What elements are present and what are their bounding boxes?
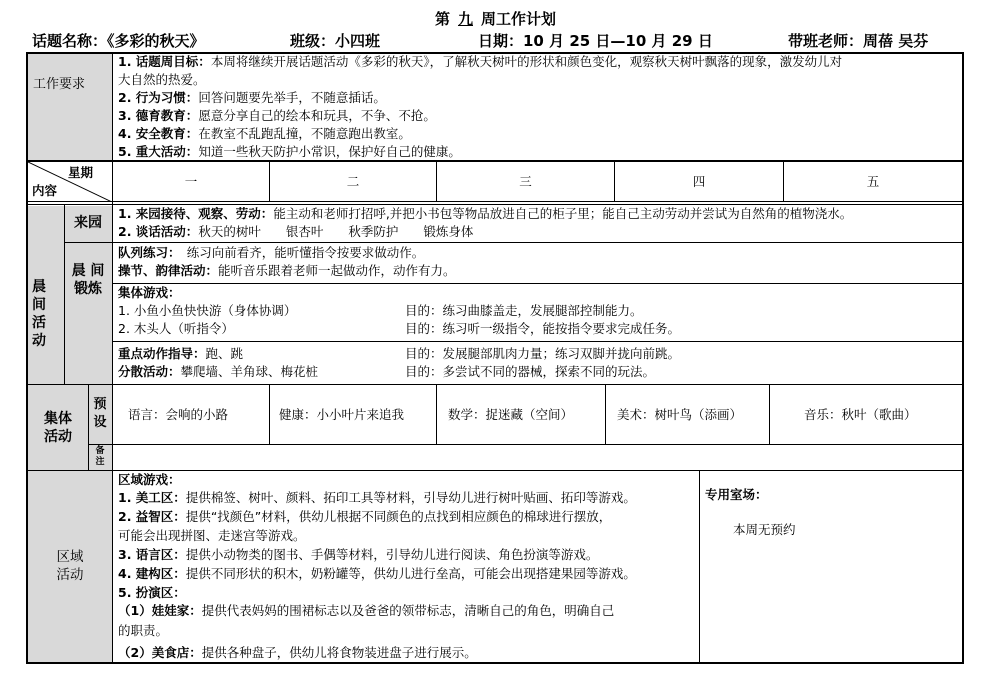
requirement-label: 4. 安全教育： xyxy=(118,126,199,141)
requirement-label: 2. 行为习惯： xyxy=(118,90,199,105)
rhythm-text: 能听音乐跟着老师一起做动作，动作有力。 xyxy=(218,263,456,278)
collective-item-2: 健康：小小叶片来追我 xyxy=(279,407,405,422)
requirement-line xyxy=(118,125,411,143)
arrival-1-text: 能主动和老师打招呼,并把小书包等物品放进自己的柜子里；能自己主动劳动并尝试为自然角的植物浇水。 xyxy=(273,206,853,221)
requirements-label-cell xyxy=(28,54,112,160)
requirement-text: 大自然的热爱。 xyxy=(118,72,206,87)
requirement-line xyxy=(118,71,206,89)
area-line-text: 可能会出现拼图、走迷宫等游戏。 xyxy=(118,528,306,543)
day-wednesday: 三 xyxy=(519,174,532,189)
split-activity-line xyxy=(118,363,318,381)
topic-name: 话题名称：《多彩的秋天》 xyxy=(32,32,205,50)
area-line-label: 3. 语言区： xyxy=(118,547,186,562)
arrival-line-2 xyxy=(118,223,473,241)
game-1-goal: 目的：练习曲膝盖走，发展腿部控制能力。 xyxy=(405,303,643,318)
area-line xyxy=(118,527,306,545)
area-line-text: 提供代表妈妈的围裙标志以及爸爸的领带标志，清晰自己的角色，明确自己 xyxy=(201,603,615,618)
split-activity-text: 攀爬墙、羊角球、梅花桩 xyxy=(180,364,319,379)
preset-label: 预 设 xyxy=(93,397,107,430)
key-action-goal: 目的：发展腿部肌肉力量；练习双脚并拢向前跳。 xyxy=(405,346,681,361)
requirement-label: 3. 德育教育： xyxy=(118,108,199,123)
area-line xyxy=(118,489,636,507)
area-line xyxy=(118,546,598,564)
collective-item-3: 数学：捉迷藏（空间） xyxy=(448,407,574,422)
day-tuesday: 二 xyxy=(346,174,360,189)
corner-weekday-label: 星期 xyxy=(68,165,94,180)
corner-content-label: 内容 xyxy=(32,183,58,198)
area-line-text: 提供“找颜色”材料，供幼儿根据不同颜色的点找到相应颜色的棉球进行摆放， xyxy=(185,509,612,524)
title-suffix: 周工作计划 xyxy=(481,10,557,28)
area-label: 区域 活动 xyxy=(56,549,84,583)
group-game-label: 集体游戏： xyxy=(118,285,181,300)
collective-label: 集体 活动 xyxy=(44,411,72,445)
requirement-line xyxy=(118,89,386,107)
game-2: 2. 木头人（听指令） xyxy=(118,321,234,336)
title-prefix: 第 xyxy=(434,10,450,28)
split-activity-label: 分散活动： xyxy=(118,364,181,379)
collective-item-4: 美术：树叶鸟（添画） xyxy=(617,407,743,422)
area-line xyxy=(118,565,636,583)
morning-label: 晨 间 活 动 xyxy=(32,279,46,349)
note-label: 备 注 xyxy=(95,446,105,467)
requirement-text: 本周将继续开展话题活动《多彩的秋天》，了解秋天树叶的形状和颜色变化，观察秋天树叶飘落的现象，激发幼儿对 xyxy=(210,54,843,69)
requirement-text: 在教室不乱跑乱撞，不随意跑出教室。 xyxy=(198,126,411,141)
requirement-line xyxy=(118,53,842,71)
area-line xyxy=(118,644,477,662)
day-thursday: 四 xyxy=(692,174,706,189)
area-line-text: 提供棉签、树叶、颜料、拓印工具等材料，引导幼儿进行树叶贴画、拓印等游戏。 xyxy=(185,490,636,505)
arrival-2-label: 2. 谈话活动： xyxy=(118,224,199,239)
area-line-label: （2）美食店： xyxy=(118,645,202,660)
area-line-text: 提供小动物类的图书、手偶等材料，引导幼儿进行阅读、角色扮演等游戏。 xyxy=(185,547,599,562)
arrival-1-label: 1. 来园接待、观察、劳动： xyxy=(118,206,274,221)
date-range: 日期：10 月 25 日—10 月 29 日 xyxy=(478,32,713,50)
split-activity-goal: 目的：多尝试不同的器械，探索不同的玩法。 xyxy=(405,364,656,379)
room-text: 本周无预约 xyxy=(733,522,796,537)
area-line-label: 1. 美工区： xyxy=(118,490,186,505)
requirement-text: 知道一些秋天防护小常识，保护好自己的健康。 xyxy=(198,144,461,159)
exercise-label: 晨 间 锻炼 xyxy=(71,263,105,297)
day-friday: 五 xyxy=(866,174,880,189)
area-line xyxy=(118,584,186,602)
class-name: 班级：小四班 xyxy=(290,32,381,50)
area-line-text: 的职责。 xyxy=(118,623,169,638)
requirement-label: 5. 重大活动： xyxy=(118,144,199,159)
rhythm-label: 操节、韵律活动： xyxy=(118,263,219,278)
rhythm-line xyxy=(118,262,456,280)
requirement-line xyxy=(118,143,461,161)
area-games-label: 区域游戏： xyxy=(118,472,181,487)
area-line-label: （1）娃娃家： xyxy=(118,603,202,618)
page-title xyxy=(0,8,991,29)
arrival-2-text: 秋天的树叶 银杏叶 秋季防护 锻炼身体 xyxy=(198,224,474,239)
area-line-label: 4. 建构区： xyxy=(118,566,186,581)
game-2-goal: 目的：练习听一级指令，能按指令要求完成任务。 xyxy=(405,321,681,336)
requirements-label: 工作要求 xyxy=(33,77,86,92)
game-1: 1. 小鱼小鱼快快游（身体协调） xyxy=(118,303,297,318)
area-line-text: 提供各种盘子，供幼儿将食物装进盘子进行展示。 xyxy=(201,645,477,660)
collective-item-5: 音乐：秋叶（歌曲） xyxy=(804,407,917,422)
area-line-label: 2. 益智区： xyxy=(118,509,186,524)
area-line xyxy=(118,602,614,620)
teacher-names: 带班老师：周蓓 吴芬 xyxy=(788,32,929,50)
requirement-text: 回答问题要先举手，不随意插话。 xyxy=(198,90,386,105)
key-action-line xyxy=(118,345,243,363)
day-monday: 一 xyxy=(184,174,198,189)
requirement-text: 愿意分享自己的绘本和玩具，不争、不抢。 xyxy=(198,108,436,123)
requirement-label: 1. 话题周目标： xyxy=(118,54,211,69)
area-line-label: 5. 扮演区： xyxy=(118,585,186,600)
area-line-text: 提供不同形状的积木，奶粉罐等，供幼儿进行垒高，可能会出现搭建果园等游戏。 xyxy=(185,566,636,581)
requirement-line xyxy=(118,107,436,125)
queue-text: 练习向前看齐，能听懂指令按要求做动作。 xyxy=(186,245,425,260)
room-label: 专用室场： xyxy=(705,487,768,502)
key-action-text: 跑、跳 xyxy=(205,346,244,361)
arrival-label: 来园 xyxy=(74,215,102,231)
queue-line xyxy=(118,244,424,262)
week-number: 九 xyxy=(457,10,473,28)
area-line xyxy=(118,622,168,640)
arrival-line-1 xyxy=(118,205,852,223)
collective-item-1: 语言：会响的小路 xyxy=(128,407,229,422)
key-action-label: 重点动作指导： xyxy=(118,346,206,361)
queue-label: 队列练习： xyxy=(118,245,175,260)
area-line xyxy=(118,508,611,526)
